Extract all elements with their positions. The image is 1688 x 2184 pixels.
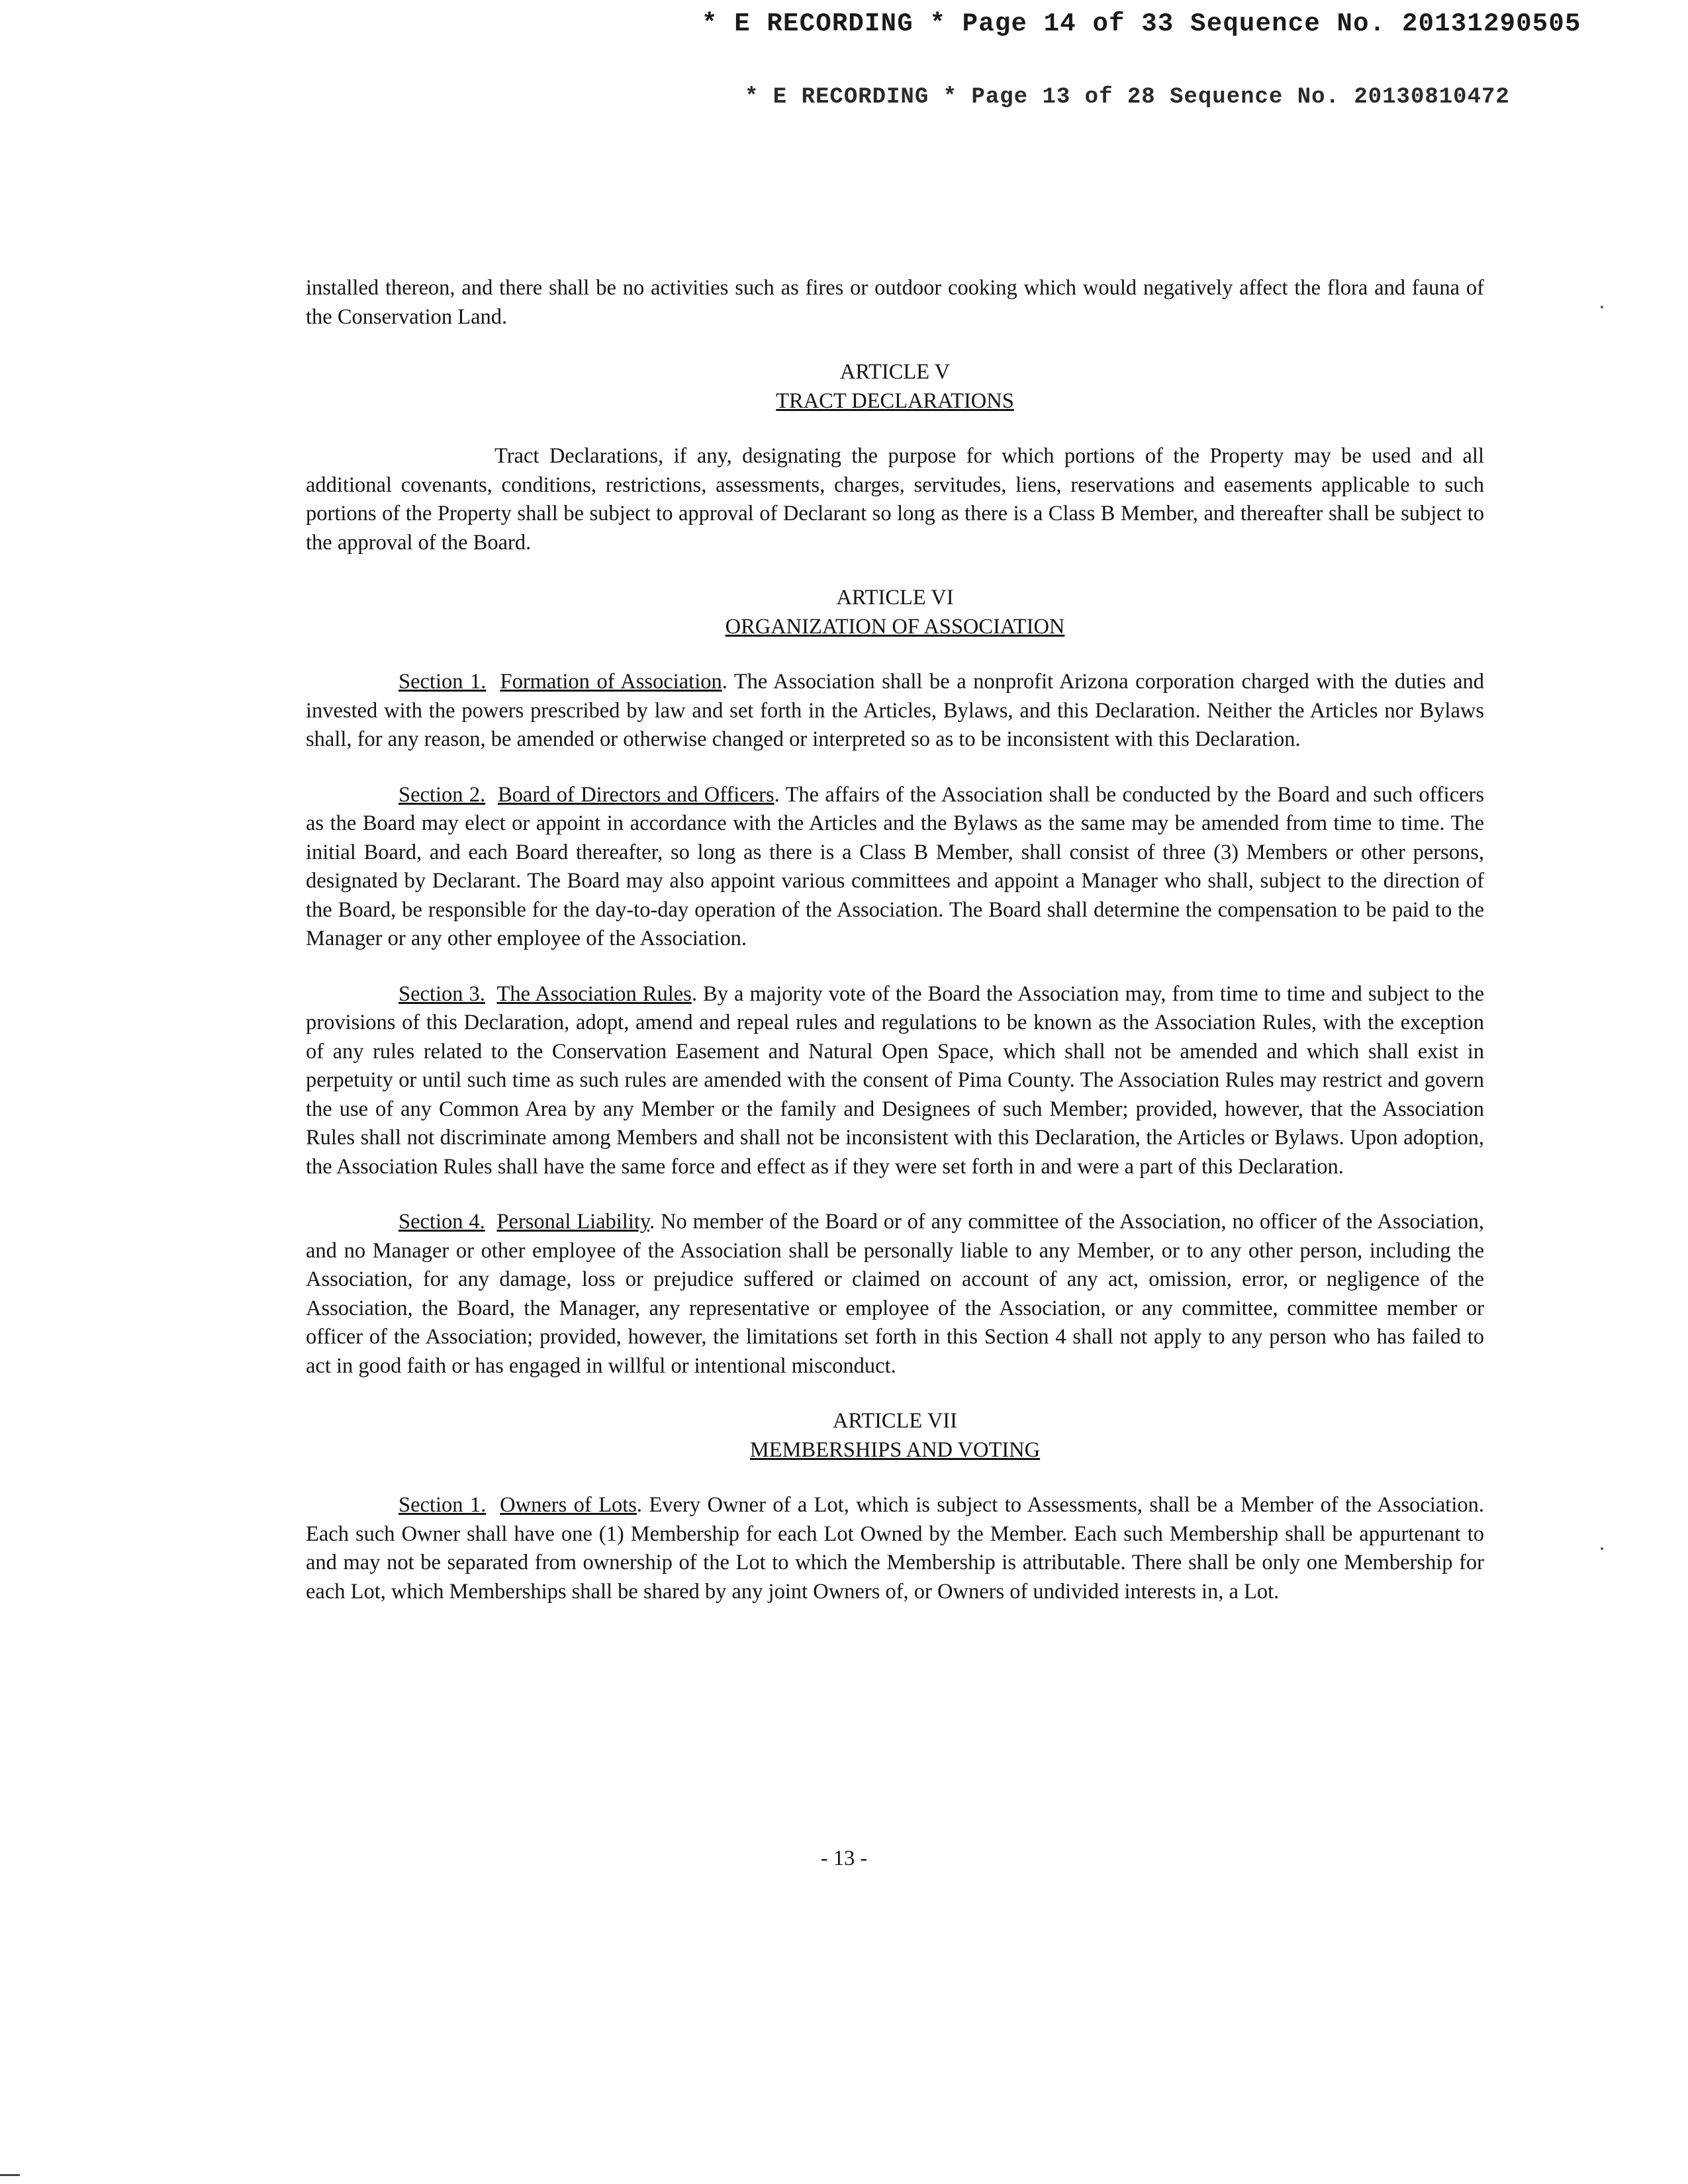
article-number: ARTICLE VI bbox=[836, 586, 954, 610]
intro-paragraph: installed thereon, and there shall be no activities such as fires or outdoor cooking which would negatively affect the flora and fauna of the Conservation Land. bbox=[306, 276, 1484, 329]
article-title: ORGANIZATION OF ASSOCIATION bbox=[725, 614, 1065, 639]
section-text: . Every Owner of a Lot, which is subject to Assessments, shall be a Member of the Association. Each such Owner shall have one (1) Membership for each Lot Owned by the Member. Each such Membership shall be appurtenant to and may not be separated from ownership of the Lot to which the Membership is attributable. There shall be only one Membership for each Lot, which Memberships shall be shared by any joint Owners of, or Owners of undivided interests in, a Lot. bbox=[306, 1493, 1484, 1604]
section-label: Section 1. bbox=[399, 670, 487, 694]
section-paragraph bbox=[306, 668, 1484, 754]
article-5-body: Tract Declarations, if any, designating the purpose for which portions of the Property may be used and all additional covenants, conditions, restrictions, assessments, charges, servitudes, liens, reservations and easements applicable to such portions of the Property shall be subject to approval of Declarant so long as there is a Class B Member, and thereafter shall be subject to the approval of the Board. bbox=[306, 444, 1484, 555]
page-body bbox=[306, 274, 1484, 1606]
scan-speck bbox=[1601, 306, 1603, 308]
section-paragraph bbox=[306, 1208, 1484, 1381]
section-heading: Board of Directors and Officers bbox=[497, 782, 774, 807]
article-5-heading bbox=[306, 358, 1484, 416]
recording-stamp-secondary: * E RECORDING * Page 13 of 28 Sequence No. 20130810472 bbox=[745, 85, 1510, 110]
page-number: - 13 - bbox=[820, 1846, 868, 1870]
article-number: ARTICLE V bbox=[839, 360, 951, 384]
article-6-heading bbox=[306, 584, 1484, 641]
section-text: . By a majority vote of the Board the Association may, from time to time and subject to the provisions of this Declaration, adopt, amend and repeal rules and regulations to be known as the Association Rules, with the exception of any rules related to the Conservation Easement and Natural Open Space, which shall not be amended and which shall exist in perpetuity or until such time as such rules are amended with the consent of Pima County. The Association Rules may restrict and govern the use of any Common Area by any Member or the family and Designees of such Member; provided, however, that the Association Rules shall not discriminate among Members and shall not be inconsistent with this Declaration, the Articles or Bylaws. Upon adoption, the Association Rules shall have the same force and effect as if they were set forth in and were a part of this Declaration. bbox=[306, 981, 1485, 1179]
scan-edge-mark bbox=[0, 2174, 20, 2176]
section-text: . The affairs of the Association shall be conducted by the Board and such officers as the Board may elect or appoint in accordance with the Articles and the Bylaws as the same may be amended from time to time. The initial Board, and each Board thereafter, so long as there is a Class B Member, shall consist of three (3) Members or other persons, designated by Declarant. The Board may also appoint various committees and appoint a Manager who shall, subject to the direction of the Board, be responsible for the day-to-day operation of the Association. The Board shall determine the compensation to be paid to the Manager or any other employee of the Association. bbox=[306, 782, 1485, 950]
section-text: . No member of the Board or of any committee of the Association, no officer of the Association, and no Manager or other employee of the Association shall be personally liable to any Member, or to any other person, including the Association, for any damage, loss or prejudice suffered or claimed on account of any act, omission, error, or negligence of the Association, the Board, the Manager, any representative or employee of the Association, or any committee, committee member or officer of the Association; provided, however, the limitations set forth in this Section 4 shall not apply to any person who has failed to act in good faith or has engaged in willful or intentional misconduct. bbox=[306, 1210, 1485, 1378]
article-number: ARTICLE VII bbox=[833, 1409, 957, 1433]
article-title: MEMBERSHIPS AND VOTING bbox=[749, 1437, 1041, 1462]
article-7-heading bbox=[306, 1407, 1484, 1465]
section-label: Section 4. bbox=[399, 1210, 485, 1234]
section-paragraph bbox=[306, 1491, 1484, 1606]
section-heading: The Association Rules bbox=[496, 981, 692, 1006]
article-title: TRACT DECLARATIONS bbox=[776, 388, 1014, 413]
section-heading: Formation of Association bbox=[500, 670, 722, 694]
section-paragraph bbox=[306, 781, 1484, 954]
section-label: Section 3. bbox=[399, 981, 485, 1006]
section-heading: Owners of Lots bbox=[500, 1493, 637, 1517]
section-label: Section 2. bbox=[399, 782, 486, 807]
section-text: . The Association shall be a nonprofit Arizona corporation charged with the duties and invested with the powers prescribed by law and set forth in the Articles, Bylaws, and this Declaration. Neither the Articles nor Bylaws shall, for any reason, be amended or otherwise changed or interpreted so as to be inconsistent with this Declaration. bbox=[306, 670, 1484, 751]
recording-stamp-primary: * E RECORDING * Page 14 of 33 Sequence No. 20131290505 bbox=[702, 9, 1581, 38]
scan-speck bbox=[1601, 1547, 1603, 1550]
section-label: Section 1. bbox=[399, 1493, 487, 1517]
section-heading: Personal Liability bbox=[496, 1210, 650, 1234]
section-paragraph bbox=[306, 980, 1484, 1182]
